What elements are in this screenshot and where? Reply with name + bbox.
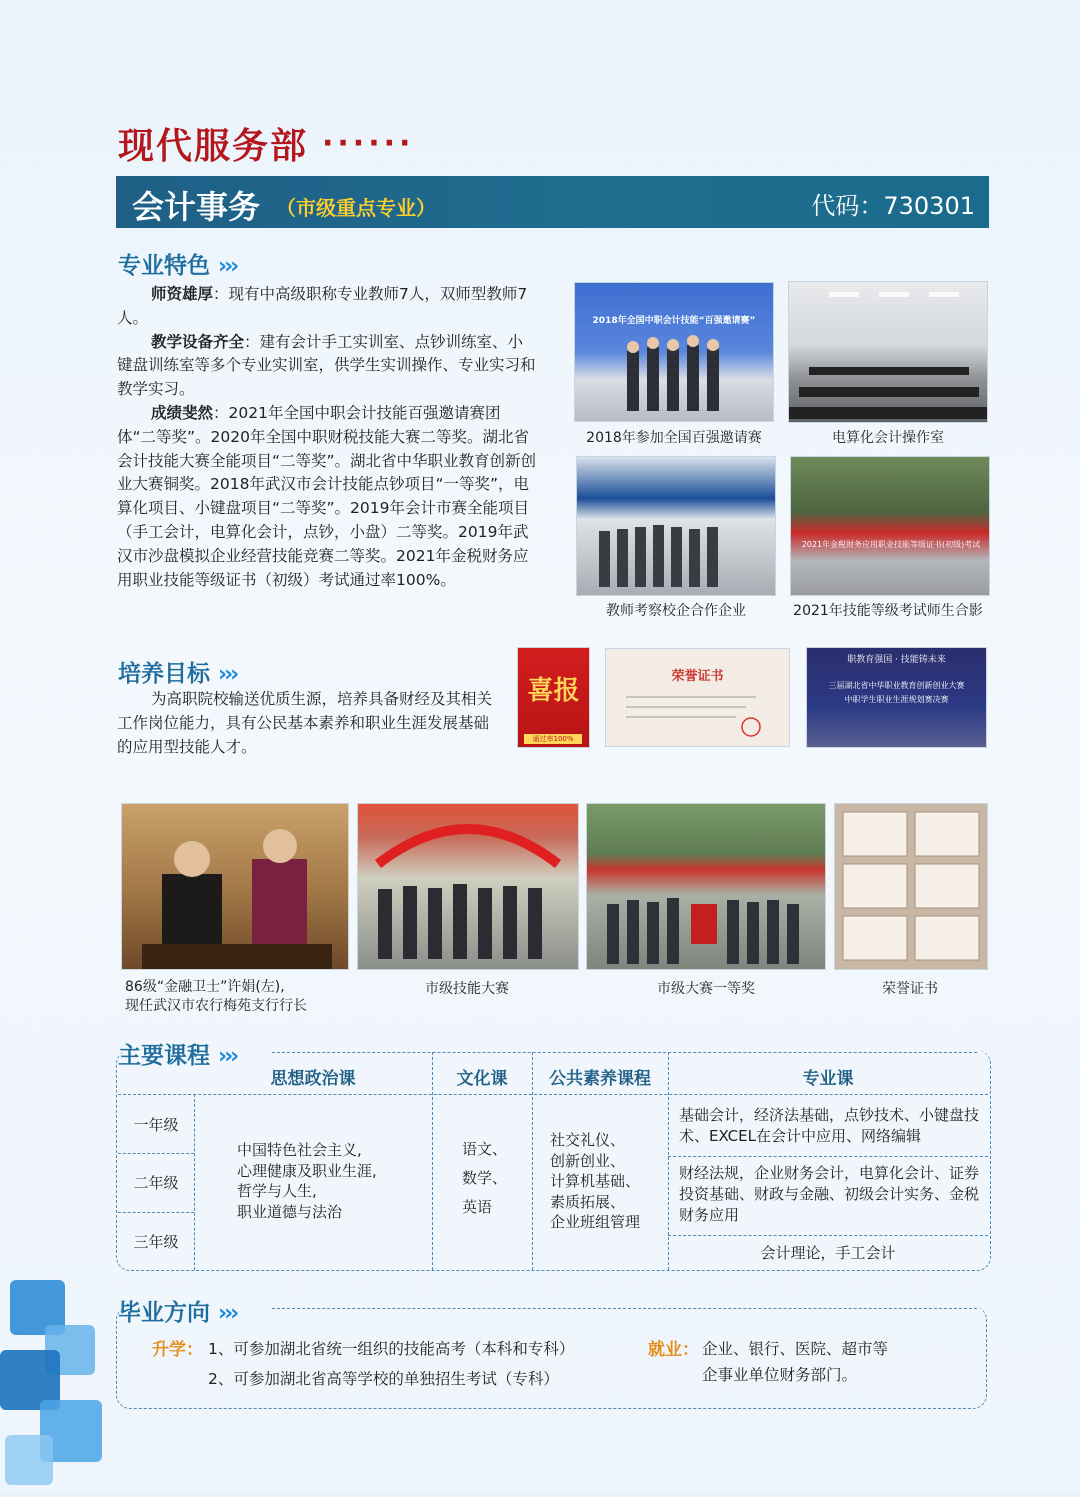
column-rule [668, 1052, 669, 1270]
features-text [117, 283, 537, 592]
chevrons-icon: ››› [218, 662, 237, 687]
photo-alumni [121, 803, 349, 970]
feature-2-text: ：建有会计手工实训室、点钞训练室、小键盘训练室等多个专业实训室，供学生实训操作、专业实习和教学实习。 [117, 332, 536, 399]
photo-exam-banner: 2021年金税财务应用职业技能等级证书(初级)考试 [801, 540, 981, 549]
major-banner [116, 176, 989, 228]
header-culture: 文化课 [456, 1069, 508, 1089]
courses-heading-text: 主要课程 [118, 1043, 210, 1069]
professional-theory: 会计理论，手工会计 [760, 1244, 896, 1262]
photo-first-prize [586, 803, 826, 970]
chevrons-icon: ››› [218, 1301, 237, 1326]
good-news-poster [517, 647, 590, 748]
photo-enterprise-visit [576, 456, 776, 596]
header-literacy: 公共素养课程 [549, 1069, 651, 1089]
photo-contest-2018 [574, 282, 774, 422]
stage-line-3: 中职学生职业生涯规划赛决赛 [844, 695, 949, 704]
major-title: 会计事务 [132, 188, 261, 226]
photo-caption: 市级技能大赛 [425, 981, 509, 997]
feature-2-label: 教学设备齐全 [151, 332, 245, 351]
photo-caption: 电算化会计操作室 [832, 430, 944, 446]
photo-caption: 教师考察校企合作企业 [606, 603, 746, 619]
grade-2: 二年级 [133, 1174, 179, 1192]
photo-caption: 2021年技能等级考试师生合影 [793, 603, 983, 619]
politics-courses: 中国特色社会主义, 心理健康及职业生涯, 哲学与人生, 职业道德与法治 [237, 1141, 377, 1221]
lab-rows [789, 282, 987, 422]
stage-competition-photo [806, 647, 987, 748]
feature-1-text: ：现有中高级职称专业教师7人，双师型教师7人。 [117, 285, 528, 327]
feature-3-text: ：2021年全国中职会计技能百强邀请赛团体“二等奖”。2020年全国中职财税技能大赛二等奖。湖北省会计技能大赛全能项目“二等奖”。湖北省中华职业教育创新创业大赛铜奖。2018年武汉市会计技能点钞项目“一等奖”，电算化项目、小键盘项目“二等奖”。2019年会计市赛全能项目（手工会计，电算化会计，点钞，小盘）二等奖。2019年武汉市沙盘模拟企业经营技能竞赛二等奖。2021年金税财务应用职业技能等级证书（初级）考试通过率100%。 [117, 403, 537, 589]
row-rule [668, 1156, 988, 1157]
department-dots: ······ [322, 126, 415, 161]
employment-label: 就业： [648, 1340, 699, 1360]
certificate-title: 荣誉证书 [671, 669, 724, 684]
column-rule [194, 1094, 195, 1270]
photo-computer-lab [788, 281, 988, 423]
people-figures [587, 874, 825, 969]
people-figures [575, 333, 773, 421]
certificate-grid [835, 804, 987, 969]
poster-title: 喜报 [527, 676, 580, 706]
photo-caption: 市级大赛一等奖 [657, 981, 755, 997]
people-figures [358, 804, 578, 969]
features-heading-text: 专业特色 [118, 253, 210, 279]
photo-city-contest [357, 803, 579, 970]
features-heading [118, 247, 236, 280]
photo-caption: 荣誉证书 [882, 981, 938, 997]
header-professional: 专业课 [802, 1069, 854, 1089]
employment-2: 企事业单位财务部门。 [702, 1366, 858, 1384]
column-rule [432, 1052, 433, 1270]
chevrons-icon: ››› [218, 1044, 237, 1069]
header-politics: 思想政治课 [270, 1069, 356, 1089]
goals-heading [118, 655, 236, 688]
grade-1: 一年级 [133, 1116, 179, 1134]
employment-1: 企业、银行、医院、超市等 [702, 1340, 889, 1358]
photo-certificates-wall [834, 803, 988, 970]
stage-line-1: 职教育强国 · 技能铸未来 [847, 655, 946, 665]
feature-1-label: 师资雄厚 [151, 285, 214, 303]
professional-year2: 财经法规，企业财务会计，电算化会计、证券投资基础、财政与金融、初级会计实务、金税财务应用 [679, 1164, 980, 1224]
photo-contest-2018-banner: 2018年全国中职会计技能“百强邀请赛” [592, 316, 756, 326]
row-rule [668, 1235, 988, 1236]
people-figures [577, 507, 775, 595]
culture-courses: 语文、 数学、 英语 [462, 1140, 508, 1216]
photo-caption: 2018年参加全国百强邀请赛 [586, 430, 762, 446]
row-rule [118, 1212, 194, 1213]
graduation-heading-text: 毕业方向 [118, 1300, 210, 1326]
grade-3: 三年级 [133, 1233, 179, 1251]
certificate-image [605, 648, 790, 747]
chevrons-icon: ››› [218, 254, 237, 279]
further-study-2: 2、可参加湖北省高等学校的单独招生考试（专科） [208, 1370, 559, 1388]
photo-exam-group [790, 456, 990, 596]
department-title: 现代服务部 [118, 125, 309, 167]
decorative-cubes [0, 1270, 110, 1493]
column-rule [532, 1052, 533, 1270]
poster-pass-rate: 通过率100% [524, 734, 582, 744]
literacy-courses: 社交礼仪、 创新创业、 计算机基础、 素质拓展、 企业班组管理 [550, 1131, 641, 1231]
major-code: 代码：730301 [811, 192, 975, 220]
header-rule [118, 1094, 988, 1095]
further-study-label: 升学： [152, 1340, 203, 1360]
feature-3-label: 成绩斐然 [151, 403, 214, 422]
row-rule [118, 1153, 194, 1154]
alumni-figures [122, 804, 348, 969]
stage-line-2: 三届湖北省中华职业教育创新创业大赛 [828, 681, 965, 690]
goals-heading-text: 培养目标 [118, 661, 210, 687]
major-subtitle: （市级重点专业） [276, 196, 436, 220]
photo-caption: 86级“金融卫士”许娟(左), 现任武汉市农行梅苑支行行长 [125, 979, 307, 1014]
certificate-lines [626, 689, 769, 739]
professional-year1: 基础会计，经济法基础，点钞技术、小键盘技术、EXCEL在会计中应用、网络编辑 [679, 1106, 980, 1145]
further-study-1: 1、可参加湖北省统一组织的技能高考（本科和专科） [208, 1340, 575, 1358]
goals-text: 为高职院校输送优质生源，培养具备财经及其相关工作岗位能力，具有公民基本素养和职业生涯发展基础的应用型技能人才。 [117, 690, 493, 756]
